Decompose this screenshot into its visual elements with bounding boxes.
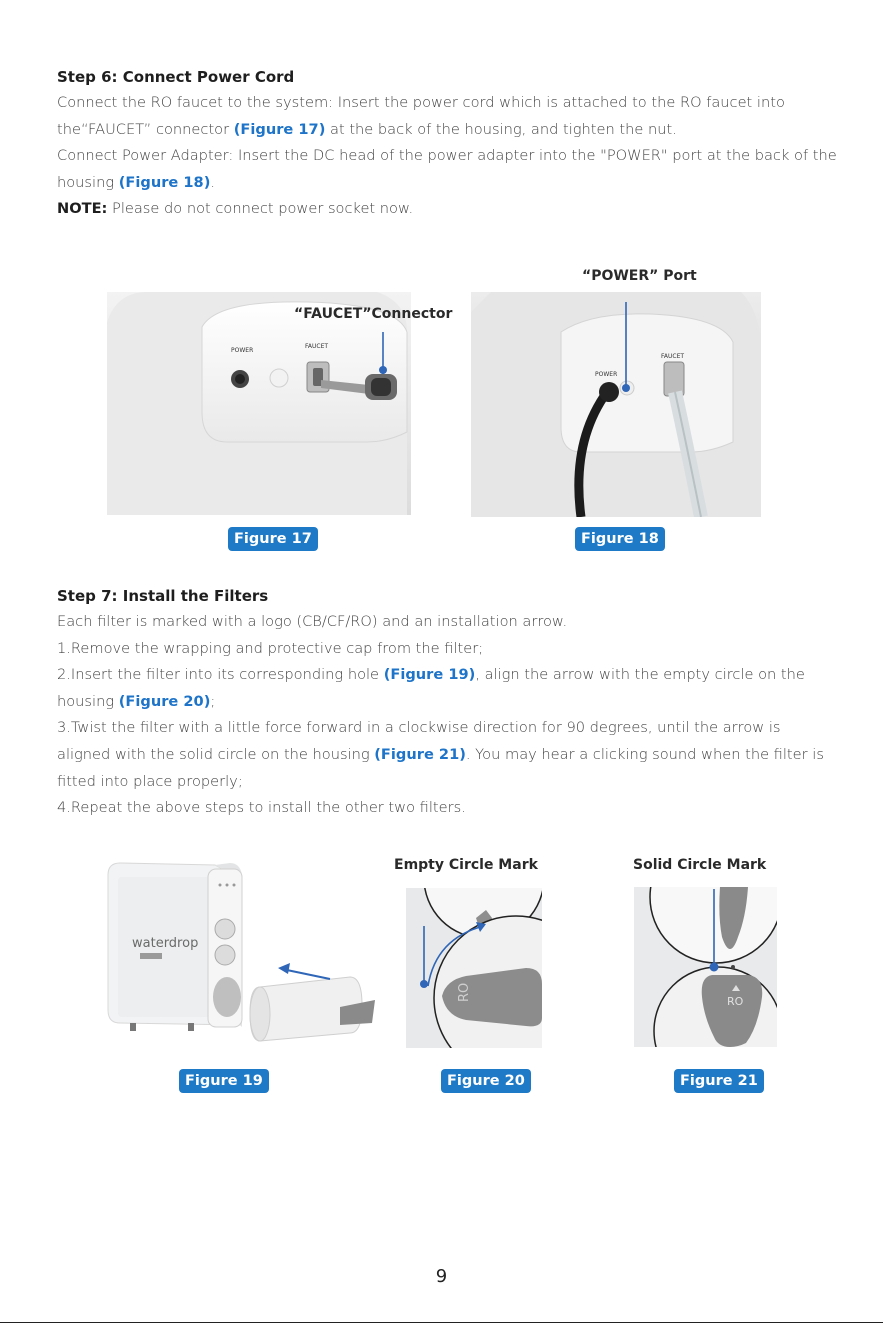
step7-section: [57, 583, 837, 822]
step7-item-1: 1.Remove the wrapping and protective cap from the filter;: [57, 639, 484, 657]
figure-21-badge: Figure 21: [674, 1069, 764, 1093]
step7-heading: Step 7: Install the Filters: [57, 587, 269, 605]
step6-note: [57, 196, 837, 223]
ro-filter-label-20: RO: [457, 982, 472, 1002]
solid-circle-illustration: [634, 887, 777, 1047]
power-port-label-18: POWER: [595, 371, 618, 378]
filter-insertion-illustration: [100, 855, 380, 1045]
note-text: Please do not connect power socket now.: [107, 200, 414, 218]
step7-item3-text-b: . You may hear a clicking sound when the filter is fitted into place properly;: [57, 745, 824, 790]
power-port-label: POWER: [231, 347, 254, 354]
figure-20-link[interactable]: (Figure 20): [118, 692, 211, 710]
bottom-divider: [0, 1322, 883, 1323]
step7-item-4: 4.Repeat the above steps to install the other two filters.: [57, 799, 466, 817]
figure-19-badge: Figure 19: [179, 1069, 269, 1093]
step7-item2-text-a: 2.Insert the filter into its corresponding hole: [57, 666, 384, 684]
step7-item2-text-c: ;: [210, 692, 216, 710]
figure-18-photo: [471, 292, 761, 517]
waterdrop-logo-text: waterdrop: [132, 936, 199, 951]
faucet-port-label: FAUCET: [305, 343, 329, 350]
empty-circle-mark-callout: Empty Circle Mark: [394, 857, 538, 873]
step7-item-2: [57, 662, 837, 715]
step6-heading: Step 6: Connect Power Cord: [57, 68, 295, 86]
faucet-connector-callout: “FAUCET”Connector: [294, 306, 453, 322]
figure-17-badge: Figure 17: [228, 527, 318, 551]
figure-17-photo: [107, 292, 411, 515]
power-port-illustration: [471, 292, 761, 517]
step6-paragraph-power: [57, 143, 837, 196]
step7-intro: Each filter is marked with a logo (CB/CF/RO) and an installation arrow.: [57, 613, 568, 630]
figure-20-badge: Figure 20: [441, 1069, 531, 1093]
step6-p2-text-b: .: [210, 173, 216, 191]
empty-circle-illustration: [406, 888, 542, 1048]
step6-p2-text-a: Connect Power Adapter: Insert the DC head of the power adapter into the "POWER" port at the back of the housing: [57, 147, 837, 191]
figure-17-link[interactable]: (Figure 17): [233, 120, 326, 138]
figure-21-photo: [634, 887, 777, 1047]
step7-item-3: [57, 715, 837, 795]
step7-item2-text-b: , align the arrow with the empty circle on the housing: [57, 666, 805, 710]
figure-19-link[interactable]: (Figure 19): [383, 666, 476, 684]
step6-paragraph-faucet: [57, 90, 837, 143]
figure-18-link[interactable]: (Figure 18): [118, 173, 211, 191]
figure-18-badge: Figure 18: [575, 527, 665, 551]
step6-p1-text-a: Connect the RO faucet to the system: Insert the power cord which is attached to the RO faucet into the“FAUCET” connector: [57, 94, 785, 138]
step6-p1-text-b: at the back of the housing, and tighten the nut.: [325, 120, 677, 138]
faucet-port-label-18: FAUCET: [661, 353, 685, 360]
page-number: 9: [435, 1266, 448, 1287]
note-label: NOTE:: [57, 200, 108, 218]
solid-circle-mark-callout: Solid Circle Mark: [633, 857, 767, 873]
ro-filter-label-21: RO: [727, 995, 744, 1008]
figure-21-link[interactable]: (Figure 21): [374, 745, 466, 763]
figure-19-photo: [100, 855, 380, 1045]
power-port-callout: “POWER” Port: [582, 268, 697, 284]
figure-20-photo: [406, 888, 542, 1048]
step6-section: [57, 64, 837, 223]
faucet-connector-illustration: [107, 292, 411, 515]
step7-item3-text-a: 3.Twist the filter with a little force forward in a clockwise direction for 90 degrees, until the arrow is aligned with the solid circle on the housing: [57, 719, 781, 763]
